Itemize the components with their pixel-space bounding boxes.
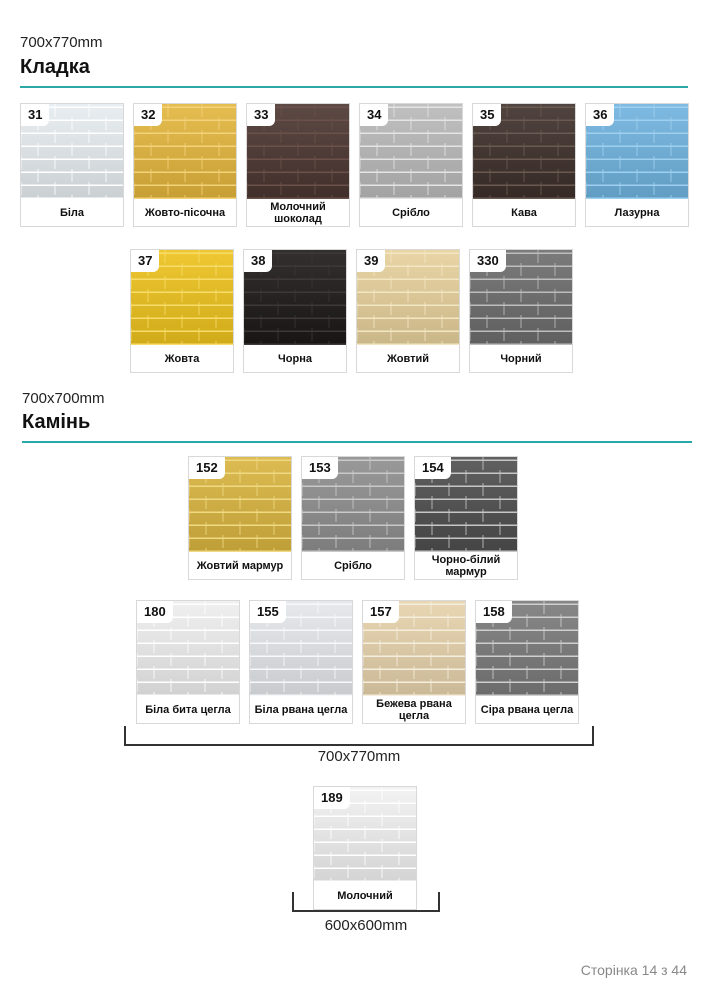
product-code: 35: [473, 104, 501, 126]
product-code: 32: [134, 104, 162, 126]
product-card-330: [469, 249, 573, 373]
product-code: 189: [314, 787, 350, 809]
product-code: 33: [247, 104, 275, 126]
product-code: 157: [363, 601, 399, 623]
product-card-31: [20, 103, 124, 227]
product-card-38: [243, 249, 347, 373]
section2-size: 700x700mm: [22, 390, 105, 407]
product-card-154: [414, 456, 518, 580]
product-code: 330: [470, 250, 506, 272]
product-code: 37: [131, 250, 159, 272]
product-name: Лазурна: [614, 207, 660, 219]
product-code: 31: [21, 104, 49, 126]
product-code: 152: [189, 457, 225, 479]
product-name: Біла рвана цегла: [254, 704, 348, 716]
product-code: 158: [476, 601, 512, 623]
product-name: Молочний: [337, 890, 393, 902]
section1-size: 700x770mm: [20, 34, 103, 51]
section2-divider: [22, 441, 692, 443]
product-code: 36: [586, 104, 614, 126]
product-name: Чорно-білий мармур: [431, 554, 501, 578]
product-name: Жовта: [164, 353, 200, 365]
product-name: Сіра рвана цегла: [480, 704, 574, 716]
section1-divider: [20, 86, 688, 88]
product-card-158: [475, 600, 579, 724]
product-name: Срібло: [334, 560, 372, 572]
row3-size-label: 600x600mm: [324, 917, 408, 934]
row2-bracket: [124, 726, 594, 746]
section2-title: Камінь: [22, 411, 91, 433]
product-code: 39: [357, 250, 385, 272]
product-name: Жовтий: [386, 353, 430, 365]
section1-title: Кладка: [20, 56, 90, 78]
product-name: Чорний: [500, 353, 542, 365]
product-code: 38: [244, 250, 272, 272]
product-card-153: [301, 456, 405, 580]
product-card-37: [130, 249, 234, 373]
product-name: Біла бита цегла: [145, 704, 231, 716]
product-card-39: [356, 249, 460, 373]
row2-size-label: 700x770mm: [317, 748, 401, 765]
product-name: Кава: [511, 207, 537, 219]
product-card-36: [585, 103, 689, 227]
product-name: Бежева рвана цегла: [376, 698, 452, 722]
product-card-157: [362, 600, 466, 724]
product-name: Жовто-пісочна: [144, 207, 226, 219]
page-number: Сторінка 14 з 44: [580, 962, 687, 978]
product-name: Чорна: [278, 353, 312, 365]
product-name: Жовтий мармур: [196, 560, 284, 572]
product-code: 34: [360, 104, 388, 126]
product-card-33: [246, 103, 350, 227]
product-name: Біла: [59, 207, 85, 219]
product-name: Молочний шоколад: [270, 201, 326, 225]
product-code: 180: [137, 601, 173, 623]
product-card-155: [249, 600, 353, 724]
product-code: 154: [415, 457, 451, 479]
product-card-35: [472, 103, 576, 227]
product-code: 153: [302, 457, 338, 479]
product-name: Срібло: [392, 207, 430, 219]
row3-bracket: [292, 892, 440, 912]
product-card-152: [188, 456, 292, 580]
product-code: 155: [250, 601, 286, 623]
product-card-180: [136, 600, 240, 724]
product-card-32: [133, 103, 237, 227]
product-card-34: [359, 103, 463, 227]
